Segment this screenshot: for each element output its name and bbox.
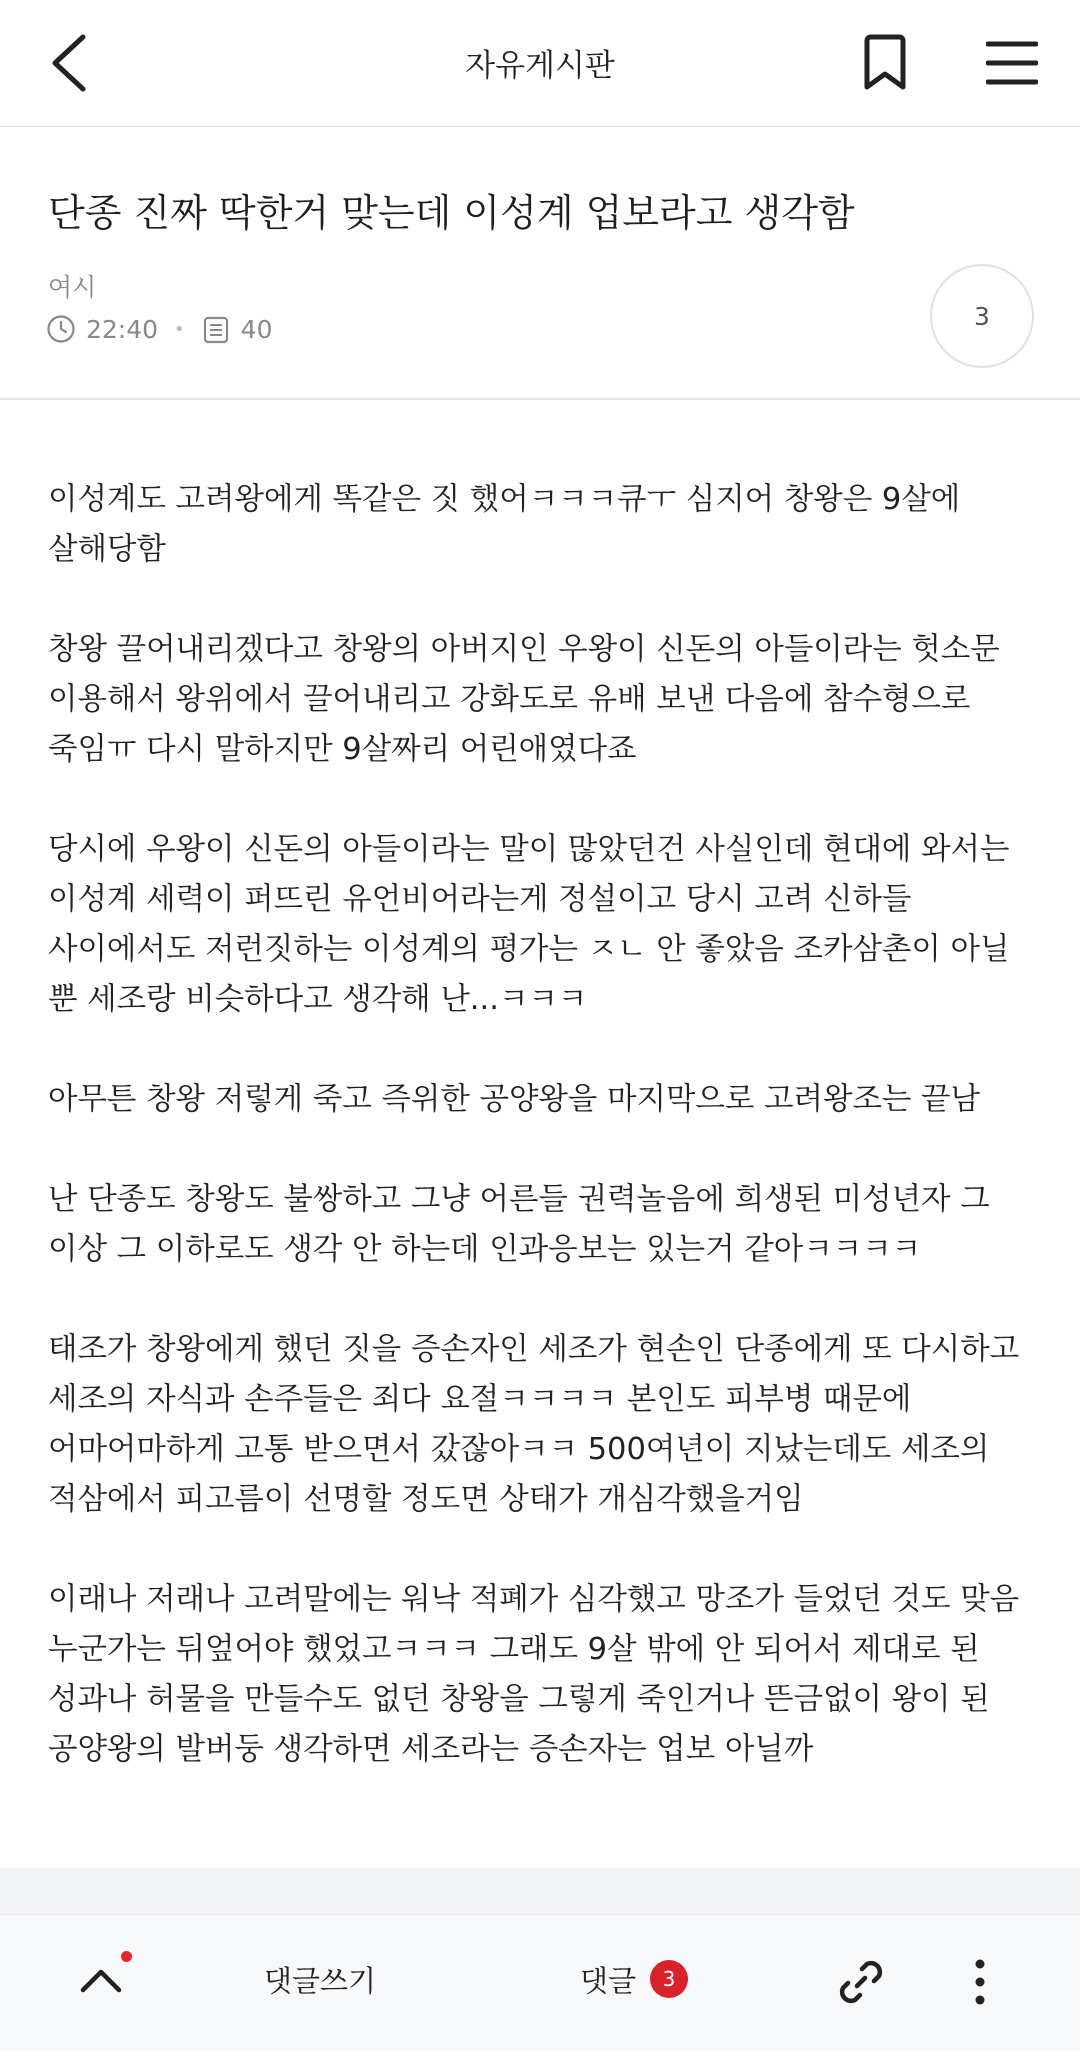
more-vertical-icon	[973, 1958, 987, 2006]
post-title: 단종 진짜 딱한거 맞는데 이성계 업보라고 생각함	[48, 191, 855, 235]
comments-button[interactable]	[580, 1955, 688, 2003]
view-count: 40	[240, 314, 273, 344]
write-comment-button[interactable]: 댓글쓰기	[263, 1964, 377, 1998]
chevron-up-icon	[79, 1966, 123, 1994]
post-meta	[46, 312, 272, 346]
link-icon	[835, 1956, 887, 2008]
author-name[interactable]: 여시	[48, 273, 97, 302]
paragraph: 이성계도 고려왕에게 똑같은 짓 했어ㅋㅋㅋ큐ㅜ 심지어 창왕은 9살에 살해당함	[48, 482, 961, 567]
bookmark-button[interactable]	[854, 30, 916, 96]
more-options-button[interactable]	[950, 1947, 1010, 2017]
comment-count-badge: 3	[650, 1960, 688, 1998]
paragraph: 태조가 창왕에게 했던 짓을 증손자인 세조가 현손인 단종에게 또 다시하고 세조의 자식과 손주들은 죄다 요절ㅋㅋㅋㅋ 본인도 피부병 때문에 어마어마하게 고통 받으면서 갔잖아ㅋㅋ 500여년이 지났는데도 세조의 적삼에서 피고름이 선명할 정도면 상태가 개심각했을거임	[48, 1332, 1020, 1517]
paragraph: 난 단종도 창왕도 불쌍하고 그냥 어른들 권력놀음에 희생된 미성년자 그 이상 그 이하로도 생각 안 하는데 인과응보는 있는거 같아ㅋㅋㅋㅋ	[48, 1182, 990, 1267]
menu-button[interactable]	[980, 32, 1044, 94]
bookmark-icon	[860, 34, 910, 92]
scroll-top-button[interactable]	[66, 1945, 136, 2015]
paragraph: 창왕 끌어내리겠다고 창왕의 아버지인 우왕이 신돈의 아들이라는 헛소문 이용해서 왕위에서 끌어내리고 강화도로 유배 보낸 다음에 참수형으로 죽임ㅠ 다시 말하지만 9살짜리 어린애였다죠	[48, 632, 1000, 767]
notification-dot	[121, 1951, 132, 1962]
top-bar	[0, 0, 1080, 127]
board-title: 자유게시판	[465, 48, 615, 84]
paragraph: 당시에 우왕이 신돈의 아들이라는 말이 많았던건 사실인데 현대에 와서는 이성계 세력이 퍼뜨린 유언비어라는게 정설이고 당시 고려 신하들 사이에서도 저런짓하는 이성계의 평가는 ㅈㄴ 안 좋았음 조카삼촌이 아닐 뿐 세조랑 비슷하다고 생각해 난...ㅋㅋㅋ	[48, 832, 1010, 1017]
post-time: 22:40	[86, 314, 159, 344]
comments-label: 댓글	[580, 1963, 637, 1998]
post-header	[0, 126, 1080, 400]
clock-icon	[46, 314, 76, 344]
post-body	[48, 475, 1038, 1825]
paragraph: 이래나 저래나 고려말에는 워낙 적폐가 심각했고 망조가 들었던 것도 맞음 누군가는 뒤엎어야 했었고ㅋㅋㅋ 그래도 9살 밖에 안 되어서 제대로 된 성과나 허물을 만들수도 없던 창왕을 그렇게 죽인거나 뜬금없이 왕이 된 공양왕의 발버둥 생각하면 세조라는 증손자는 업보 아닐까	[48, 1582, 1020, 1767]
document-icon	[201, 314, 231, 344]
hamburger-menu-icon	[986, 40, 1038, 86]
copy-link-button[interactable]	[826, 1947, 896, 2017]
separator-dot: •	[174, 318, 185, 340]
comment-count-button[interactable]: 3	[930, 264, 1034, 368]
bottom-bar	[0, 1914, 1080, 2051]
paragraph: 아무튼 창왕 저렇게 죽고 즉위한 공양왕을 마지막으로 고려왕조는 끝남	[48, 1082, 980, 1117]
section-divider	[0, 1868, 1080, 1914]
